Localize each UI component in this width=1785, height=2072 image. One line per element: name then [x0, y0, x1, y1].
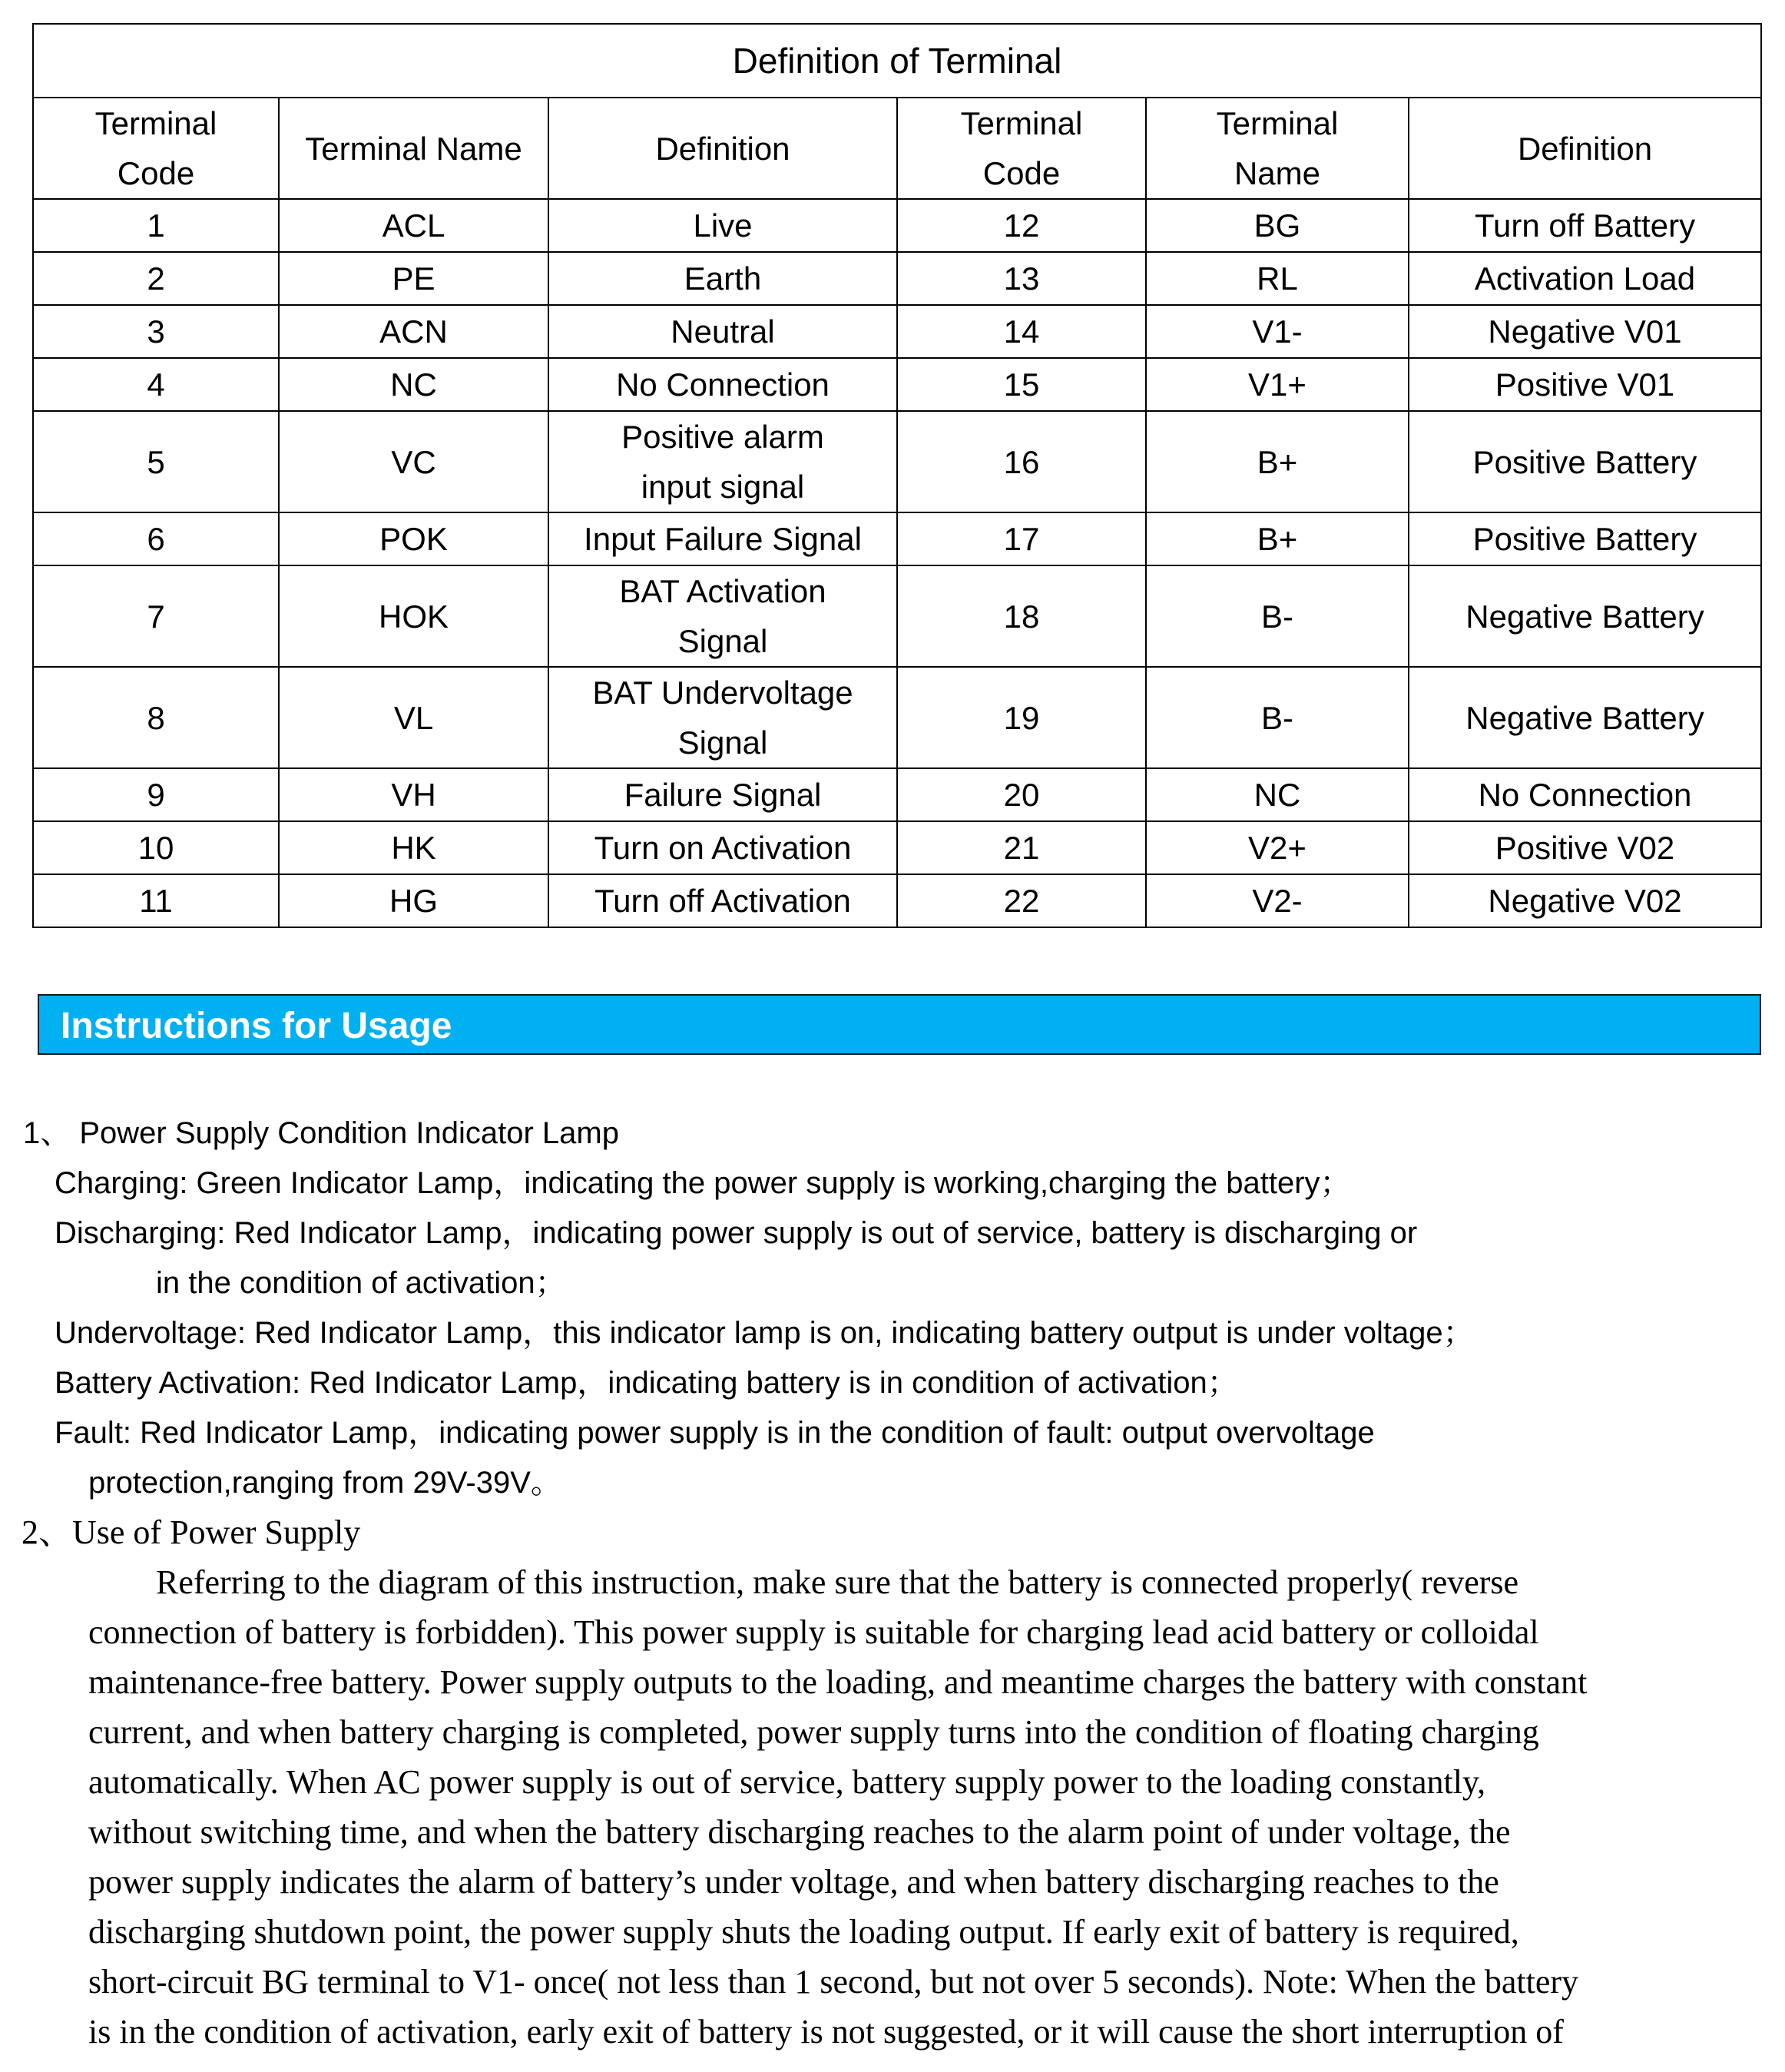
- cell-terminal-code: 11: [33, 874, 279, 927]
- cell-definition-2: Negative Battery: [1409, 667, 1761, 768]
- cell-terminal-code: 2: [33, 252, 279, 305]
- cell-terminal-name: VL: [279, 667, 548, 768]
- cell-terminal-name-2: V1+: [1146, 358, 1409, 411]
- item2-line: discharging shutdown point, the power supply shuts the loading output. If early exit of battery is required,: [88, 1913, 1519, 1951]
- header-terminal-name-2: Terminal Name: [1146, 98, 1409, 199]
- item2-line: short-circuit BG terminal to V1- once( not less than 1 second, but not over 5 seconds). Note: When the battery: [88, 1963, 1579, 2001]
- cell-terminal-code-2: 22: [897, 874, 1146, 927]
- table-row: [33, 874, 1761, 927]
- cell-terminal-code-2: 21: [897, 821, 1146, 874]
- cell-definition: Turn on Activation: [548, 821, 897, 874]
- table-row: [33, 199, 1761, 252]
- table-row: [33, 565, 1761, 667]
- item2-line: without switching time, and when the battery discharging reaches to the alarm point of under voltage, the: [88, 1813, 1511, 1851]
- table-row: [33, 252, 1761, 305]
- item2-heading: 2、Use of Power Supply: [22, 1513, 361, 1551]
- table-row: [33, 411, 1761, 512]
- cell-definition-2: No Connection: [1409, 768, 1761, 821]
- header-terminal-code: Terminal Code: [33, 98, 279, 199]
- cell-terminal-code: 10: [33, 821, 279, 874]
- cell-terminal-name-2: V2+: [1146, 821, 1409, 874]
- cell-definition: No Connection: [548, 358, 897, 411]
- table-row: [33, 667, 1761, 768]
- table-row: [33, 512, 1761, 565]
- cell-definition-2: Negative Battery: [1409, 565, 1761, 667]
- cell-terminal-name-2: B-: [1146, 667, 1409, 768]
- header-definition: Definition: [548, 98, 897, 199]
- cell-definition: Live: [548, 199, 897, 252]
- cell-terminal-code: 1: [33, 199, 279, 252]
- item1-line: Battery Activation: Red Indicator Lamp，indicating battery is in condition of activation；: [55, 1366, 1238, 1400]
- cell-terminal-name: NC: [279, 358, 548, 411]
- cell-terminal-name-2: NC: [1146, 768, 1409, 821]
- cell-terminal-name-2: V1-: [1146, 305, 1409, 358]
- item2-line: power supply indicates the alarm of battery’s under voltage, and when battery discharging reaches to the: [88, 1863, 1499, 1901]
- table-row: [33, 768, 1761, 821]
- cell-terminal-name: ACL: [279, 199, 548, 252]
- item1-heading: 1、 Power Supply Condition Indicator Lamp: [23, 1116, 619, 1150]
- table-title-row: [33, 24, 1761, 98]
- cell-definition-2: Positive V01: [1409, 358, 1761, 411]
- header-terminal-name: Terminal Name: [279, 98, 548, 199]
- cell-terminal-code-2: 19: [897, 667, 1146, 768]
- cell-terminal-code-2: 20: [897, 768, 1146, 821]
- cell-terminal-code-2: 15: [897, 358, 1146, 411]
- cell-terminal-name: PE: [279, 252, 548, 305]
- table-header-row: [33, 98, 1761, 199]
- cell-definition-2: Activation Load: [1409, 252, 1761, 305]
- terminal-definition-table: [32, 23, 1762, 928]
- cell-terminal-code-2: 13: [897, 252, 1146, 305]
- cell-terminal-code: 5: [33, 411, 279, 512]
- header-definition-2: Definition: [1409, 98, 1761, 199]
- cell-terminal-code-2: 17: [897, 512, 1146, 565]
- cell-terminal-name: VH: [279, 768, 548, 821]
- item1-line: Fault: Red Indicator Lamp，indicating power supply is in the condition of fault: output overvoltage: [55, 1416, 1375, 1450]
- cell-definition: Earth: [548, 252, 897, 305]
- cell-terminal-name-2: B+: [1146, 411, 1409, 512]
- cell-definition: BAT Activation Signal: [548, 565, 897, 667]
- table-row: [33, 821, 1761, 874]
- cell-definition-2: Turn off Battery: [1409, 199, 1761, 252]
- cell-terminal-code: 6: [33, 512, 279, 565]
- header-terminal-code-2: Terminal Code: [897, 98, 1146, 199]
- item1-line: Charging: Green Indicator Lamp，indicating the power supply is working,charging the battery；: [55, 1166, 1351, 1200]
- cell-definition-2: Positive V02: [1409, 821, 1761, 874]
- item2-line: Referring to the diagram of this instruction, make sure that the battery is connected properly( reverse: [156, 1563, 1519, 1601]
- cell-definition: Failure Signal: [548, 768, 897, 821]
- item2-line: automatically. When AC power supply is out of service, battery supply power to the loading constantly,: [88, 1763, 1486, 1801]
- table-row: [33, 358, 1761, 411]
- cell-terminal-code: 3: [33, 305, 279, 358]
- cell-terminal-code-2: 16: [897, 411, 1146, 512]
- section-banner: [38, 994, 1761, 1055]
- cell-definition: BAT Undervoltage Signal: [548, 667, 897, 768]
- cell-terminal-code-2: 12: [897, 199, 1146, 252]
- item1-line: Discharging: Red Indicator Lamp，indicating power supply is out of service, battery is discharging or: [55, 1216, 1418, 1250]
- cell-terminal-code: 4: [33, 358, 279, 411]
- cell-terminal-code: 8: [33, 667, 279, 768]
- cell-terminal-name-2: V2-: [1146, 874, 1409, 927]
- item2-line: maintenance-free battery. Power supply outputs to the loading, and meantime charges the battery with constant: [88, 1663, 1588, 1701]
- cell-terminal-name: ACN: [279, 305, 548, 358]
- table-row: [33, 305, 1761, 358]
- cell-terminal-code-2: 14: [897, 305, 1146, 358]
- cell-definition-2: Negative V02: [1409, 874, 1761, 927]
- item2-line: connection of battery is forbidden). This power supply is suitable for charging lead acid battery or colloidal: [88, 1613, 1539, 1651]
- cell-definition: Positive alarm input signal: [548, 411, 897, 512]
- section-title: Instructions for Usage: [61, 1006, 452, 1046]
- cell-definition: Input Failure Signal: [548, 512, 897, 565]
- cell-terminal-name: HK: [279, 821, 548, 874]
- cell-terminal-name: POK: [279, 512, 548, 565]
- cell-definition: Neutral: [548, 305, 897, 358]
- cell-definition: Turn off Activation: [548, 874, 897, 927]
- item2-line: current, and when battery charging is completed, power supply turns into the condition of floating charging: [88, 1713, 1539, 1751]
- item1-line: in the condition of activation；: [156, 1266, 566, 1300]
- cell-terminal-code: 9: [33, 768, 279, 821]
- cell-terminal-name-2: B+: [1146, 512, 1409, 565]
- cell-terminal-name: HG: [279, 874, 548, 927]
- table-title: Definition of Terminal: [33, 24, 1761, 98]
- cell-terminal-code: 7: [33, 565, 279, 667]
- cell-definition-2: Positive Battery: [1409, 411, 1761, 512]
- cell-terminal-name-2: B-: [1146, 565, 1409, 667]
- item1-line: Undervoltage: Red Indicator Lamp，this indicator lamp is on, indicating battery output is under voltage；: [55, 1316, 1474, 1350]
- cell-terminal-name: HOK: [279, 565, 548, 667]
- cell-terminal-code-2: 18: [897, 565, 1146, 667]
- cell-terminal-name: VC: [279, 411, 548, 512]
- item1-line: protection,ranging from 29V-39V。: [88, 1466, 561, 1500]
- cell-definition-2: Positive Battery: [1409, 512, 1761, 565]
- cell-definition-2: Negative V01: [1409, 305, 1761, 358]
- table-body: [33, 199, 1761, 927]
- cell-terminal-name-2: BG: [1146, 199, 1409, 252]
- item2-line: is in the condition of activation, early exit of battery is not suggested, or it will cause the short interruption of: [88, 2013, 1564, 2050]
- cell-terminal-name-2: RL: [1146, 252, 1409, 305]
